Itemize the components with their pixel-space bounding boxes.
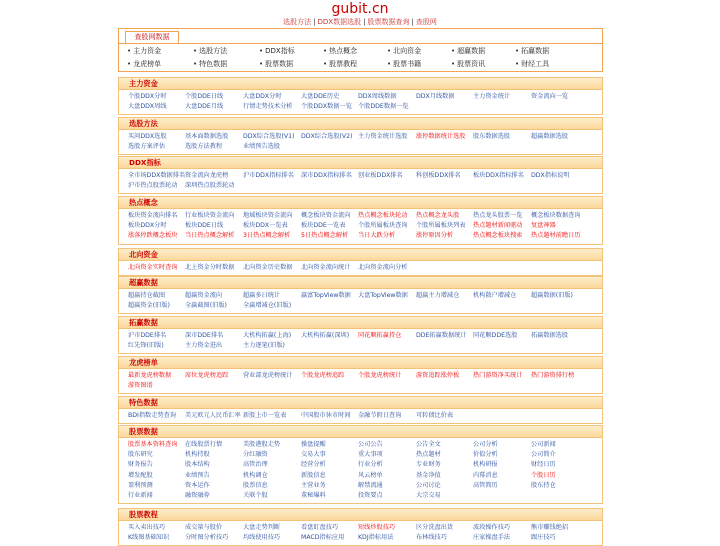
top-nav-item[interactable] xyxy=(515,58,549,71)
bullet-icon: • xyxy=(127,60,132,68)
section-link[interactable]: 高管治理 xyxy=(243,461,268,469)
section-link[interactable]: 板块DDX一览表 xyxy=(243,222,288,230)
section-link[interactable]: 同花顺DDE选股 xyxy=(473,332,518,339)
bullet-icon: • xyxy=(127,47,132,55)
section-link[interactable]: 超赢多日统计 xyxy=(243,292,281,299)
top-nav-item[interactable] xyxy=(127,45,161,58)
top-nav-item[interactable] xyxy=(259,58,293,71)
section-link[interactable]: 资金流向一览 xyxy=(531,93,569,100)
section-link[interactable]: 个股日历 xyxy=(531,471,556,479)
top-nav-row xyxy=(127,58,597,71)
section-title: 热点概念 xyxy=(118,196,603,209)
section-link[interactable]: 机构散户增减仓 xyxy=(473,292,517,299)
bullet-icon: • xyxy=(387,47,392,55)
section-link[interactable]: 个股DDX分时 xyxy=(128,93,167,100)
section-link[interactable]: 中国股市休市时间 xyxy=(301,412,351,419)
section-link[interactable]: 热点龙头股票一览 xyxy=(473,212,523,219)
section-link[interactable]: 在线股票行情 xyxy=(185,441,223,448)
section-link[interactable]: 融资融券 xyxy=(185,492,210,499)
section-link[interactable]: DDX指标说明 xyxy=(531,172,570,179)
header-links: 选股方法 | DDX数据选股 | 股票数据查询 | 查股网 xyxy=(283,18,437,26)
top-nav-item[interactable] xyxy=(323,58,357,71)
section-link[interactable]: 个股所属板块列表 xyxy=(416,222,466,230)
section-link[interactable]: 个股所属板块查询 xyxy=(358,222,408,230)
section-link[interactable]: 大盘DDX分时 xyxy=(243,93,282,100)
section-link[interactable]: 公告全文 xyxy=(416,441,441,448)
section-link[interactable]: 游资追踪涨停板 xyxy=(416,372,460,379)
section-link[interactable]: 机构调仓 xyxy=(243,471,268,479)
bullet-icon: • xyxy=(193,47,198,55)
bullet-icon: • xyxy=(387,60,392,68)
section-link[interactable]: 大宗交易 xyxy=(416,492,441,499)
section-link[interactable]: 复盘神器 xyxy=(531,222,556,230)
section-link[interactable]: 沪市DDX指标排名 xyxy=(243,172,294,179)
top-nav-label: 龙虎榜单 xyxy=(133,60,162,68)
section-link[interactable]: 重大事项 xyxy=(358,451,383,459)
section-link[interactable]: 资本运作 xyxy=(185,481,210,489)
section-link[interactable]: 板块资金流向排名 xyxy=(128,212,178,219)
top-nav-item[interactable] xyxy=(193,58,227,71)
section-link[interactable]: 北向资金历史数据 xyxy=(243,264,293,271)
section-body xyxy=(118,369,603,394)
section-link[interactable]: 布林线技巧 xyxy=(416,534,447,542)
section-link[interactable]: 拓赢数据选股 xyxy=(531,332,569,339)
section-link[interactable]: 超赢资金(旧版) xyxy=(128,302,170,310)
section-link[interactable]: 板块DDE一览表 xyxy=(301,222,346,230)
section-link[interactable]: 财务报告 xyxy=(128,461,153,469)
section-link[interactable]: 基本面数据选股 xyxy=(185,133,229,140)
section-10 xyxy=(118,425,603,504)
section-link[interactable]: 北向资金实时查询 xyxy=(128,264,178,271)
top-nav-item[interactable] xyxy=(515,45,549,58)
section-link[interactable]: 席位龙虎榜追踪 xyxy=(185,372,229,379)
section-link[interactable]: 主力资金统计选股 xyxy=(358,133,408,140)
section-link[interactable]: 最新龙虎榜数据 xyxy=(128,372,172,379)
bullet-icon: • xyxy=(451,60,456,68)
section-link[interactable]: 深市DDE排名 xyxy=(185,332,224,339)
header-link-method[interactable]: 选股方法 xyxy=(283,18,312,26)
top-nav-label: 拓赢数据 xyxy=(521,47,550,55)
top-nav-item[interactable] xyxy=(127,58,161,71)
section-title: 北向资金 xyxy=(118,248,603,261)
section-link[interactable]: 深市DDX指标排名 xyxy=(301,172,352,179)
bullet-icon: • xyxy=(259,47,264,55)
section-link[interactable]: 地域板块资金流向 xyxy=(243,212,293,219)
section-link[interactable]: 公司简介 xyxy=(531,451,556,459)
header-link-ddx[interactable]: DDX数据选股 xyxy=(317,18,362,26)
section-link[interactable]: 股票信息 xyxy=(243,481,268,489)
section-link[interactable]: 热门游资净买统计 xyxy=(473,372,523,379)
section-link[interactable]: 基金净值 xyxy=(416,471,441,479)
section-link[interactable]: 大机构拓赢(上海) xyxy=(243,332,292,339)
section-link[interactable]: 大盘走势判断 xyxy=(243,524,281,531)
section-title: 超赢数据 xyxy=(118,276,603,289)
section-2 xyxy=(118,117,603,155)
section-link[interactable]: 行业板块资金流向 xyxy=(185,212,235,219)
section-link[interactable]: 金融节假日查询 xyxy=(358,412,402,419)
section-link[interactable]: 买入卖出技巧 xyxy=(128,524,166,531)
section-link[interactable]: 新股上市一览表 xyxy=(243,412,287,419)
section-title: DDX指标 xyxy=(118,156,603,169)
section-link[interactable]: 股票基本资料查询 xyxy=(128,441,178,448)
bullet-icon: • xyxy=(515,47,520,55)
section-link[interactable]: MACD指标应用 xyxy=(301,534,345,542)
top-nav-label: 股票教程 xyxy=(329,60,358,68)
top-nav-label: 财经工具 xyxy=(521,60,550,68)
section-link[interactable]: 机构研报 xyxy=(473,461,498,469)
section-link[interactable]: 营业部龙虎榜统计 xyxy=(243,372,293,379)
section-title: 拓赢数据 xyxy=(118,316,603,329)
section-link[interactable]: 热点题材 xyxy=(416,451,441,459)
top-nav-box xyxy=(118,28,603,72)
section-link[interactable]: 买问DDX选股 xyxy=(128,133,167,140)
section-link[interactable]: 热点概念板块轮动 xyxy=(358,212,408,219)
section-link[interactable]: 资金流向龙虎榜 xyxy=(185,172,229,179)
section-body xyxy=(118,521,603,546)
top-nav-label: 股票数据 xyxy=(265,60,294,68)
section-link[interactable]: 专业财务 xyxy=(416,461,441,469)
section-link[interactable]: 热点概念板块搜索 xyxy=(473,232,523,240)
section-link[interactable]: 热点题材前瞻日历 xyxy=(531,232,581,240)
section-7 xyxy=(118,316,603,354)
section-link[interactable]: 全赢截图(旧版) xyxy=(185,302,227,310)
section-link[interactable]: 风云榜单 xyxy=(358,471,383,479)
section-link[interactable]: 3日热点概念解析 xyxy=(243,232,291,240)
section-title: 特色数据 xyxy=(118,396,603,409)
section-link[interactable]: 红先锋(旧版) xyxy=(128,342,164,350)
top-nav-item[interactable] xyxy=(193,45,227,58)
section-link[interactable]: 业绩预告 xyxy=(185,471,210,479)
section-link[interactable]: 股本结构 xyxy=(185,461,210,469)
section-link[interactable]: 庄家操盘手法 xyxy=(473,534,511,542)
section-link[interactable]: 北向资金流向分析 xyxy=(358,264,408,271)
section-link[interactable]: 科创板DDX排名 xyxy=(416,172,461,179)
section-link[interactable]: 选股方案评估 xyxy=(128,143,166,151)
bullet-icon: • xyxy=(259,60,264,68)
top-nav-item[interactable] xyxy=(323,45,357,58)
section-link[interactable]: 成交量与股价 xyxy=(185,524,223,531)
section-4 xyxy=(118,196,603,245)
section-link[interactable]: 波段操作技巧 xyxy=(473,524,511,531)
top-nav-label: 热点概念 xyxy=(329,47,358,55)
top-nav-label: DDX指标 xyxy=(265,47,295,55)
section-link[interactable]: 熊市赚钱绝招 xyxy=(531,524,569,531)
section-link[interactable]: 主力逐笔(旧版) xyxy=(243,342,285,350)
section-link[interactable]: 全赢增减仓(旧版) xyxy=(243,302,292,310)
section-link[interactable]: 主营业务 xyxy=(301,481,326,489)
section-link[interactable]: 操盘提醒 xyxy=(301,441,326,448)
section-link[interactable]: 涨落停跌概念板块 xyxy=(128,232,178,240)
top-nav-row xyxy=(127,45,597,58)
section-body xyxy=(118,329,603,354)
section-title: 股票教程 xyxy=(118,508,603,521)
top-nav-tab[interactable]: 查股网数据 xyxy=(125,31,179,43)
section-9 xyxy=(118,396,603,424)
bullet-icon: • xyxy=(451,47,456,55)
section-link[interactable]: 深圳热点股票轮动 xyxy=(185,182,235,190)
section-link[interactable]: 交易大事 xyxy=(301,451,326,459)
site-header xyxy=(0,0,720,28)
bullet-icon: • xyxy=(193,60,198,68)
section-body xyxy=(118,90,603,115)
section-link[interactable]: 经营分析 xyxy=(301,461,326,469)
section-11 xyxy=(118,508,603,546)
section-link[interactable]: 北向资金流向统计 xyxy=(301,264,351,271)
section-body xyxy=(118,209,603,245)
top-nav-item[interactable] xyxy=(387,45,421,58)
section-title: 股票数据 xyxy=(118,425,603,438)
section-link[interactable]: 股东持仓 xyxy=(531,481,556,489)
section-link[interactable]: 当日热点概念解析 xyxy=(185,232,235,240)
section-link[interactable]: 创业板DDX排名 xyxy=(358,172,403,179)
section-link[interactable]: 大机构拓赢(深圳) xyxy=(301,332,350,339)
section-link[interactable]: DDX周线数据 xyxy=(358,93,397,100)
section-link[interactable]: 行情走势技术分析 xyxy=(243,103,293,111)
section-link[interactable]: 超赢数据(旧版) xyxy=(531,292,573,299)
section-link[interactable]: 涨停原因分析 xyxy=(416,232,454,240)
top-nav-label: 主力资金 xyxy=(133,47,162,55)
section-link[interactable]: 主力资金进出 xyxy=(185,342,223,350)
section-link[interactable]: 游资图谱 xyxy=(128,382,153,390)
section-link[interactable]: 超赢主力增减仓 xyxy=(416,292,460,299)
section-link[interactable]: 业绩预告选股 xyxy=(243,143,281,151)
section-link[interactable]: 个股DDX数据一览 xyxy=(301,103,352,111)
section-link[interactable]: 行业新闻 xyxy=(128,492,153,499)
section-link[interactable]: 大盘DDE月线 xyxy=(185,103,224,111)
site-logo[interactable]: gubit.cn xyxy=(331,1,389,17)
top-nav-item[interactable] xyxy=(451,58,485,71)
section-link[interactable]: DDX综合选股(V2) xyxy=(301,133,353,140)
section-link[interactable]: 美股港股走势 xyxy=(243,441,281,448)
section-link[interactable]: 大盘DDX周线 xyxy=(128,103,167,111)
section-link[interactable]: 大盘TopView数据 xyxy=(358,292,408,299)
section-6 xyxy=(118,276,603,314)
section-body xyxy=(118,409,603,424)
section-link[interactable]: K线图基础知识 xyxy=(128,534,170,542)
section-link[interactable]: 北上资金分时数据 xyxy=(185,264,235,271)
section-link[interactable]: 主力资金统计 xyxy=(473,93,511,100)
section-link[interactable]: 沪市DDE排名 xyxy=(128,332,167,339)
section-link[interactable]: 新股信息 xyxy=(301,471,326,479)
section-link[interactable]: 板块DDE日线 xyxy=(185,222,224,230)
top-nav-item[interactable] xyxy=(259,45,295,58)
section-link[interactable]: 板块DDX指标排名 xyxy=(473,172,524,179)
section-link[interactable]: 分红融资 xyxy=(243,451,268,459)
section-link[interactable]: 董秘爆料 xyxy=(301,492,326,499)
section-link[interactable]: 高管简历 xyxy=(473,481,498,489)
divider xyxy=(119,43,602,44)
section-body xyxy=(118,438,603,504)
section-link[interactable]: 美元欧元人民币汇率 xyxy=(185,412,241,419)
top-nav-label: 北向资金 xyxy=(393,47,422,55)
section-5 xyxy=(118,248,603,276)
section-title: 龙虎榜单 xyxy=(118,356,603,369)
section-link[interactable]: 热门游资排行榜 xyxy=(531,372,575,379)
section-link[interactable]: 均线使用技巧 xyxy=(243,534,281,542)
section-link[interactable]: 行业分析 xyxy=(358,461,383,469)
section-link[interactable]: KDJ指标用法 xyxy=(358,534,394,542)
section-body xyxy=(118,169,603,194)
section-link[interactable]: 热点题材新闻驱动 xyxy=(473,222,523,230)
section-link[interactable]: 沪市热点股票轮动 xyxy=(128,182,178,190)
section-link[interactable]: 公司新闻 xyxy=(531,441,556,448)
section-link[interactable]: 可转债比价表 xyxy=(416,412,454,419)
section-link[interactable]: BDI指数走势查询 xyxy=(128,412,176,419)
section-link[interactable]: 短线炒股技巧 xyxy=(358,524,396,531)
section-link[interactable]: 分时图分析技巧 xyxy=(185,534,229,542)
section-link[interactable]: 赢富TopView数据 xyxy=(301,292,351,299)
section-link[interactable]: 区分洗盘出货 xyxy=(416,524,454,531)
top-nav-label: 股票书籍 xyxy=(393,60,422,68)
section-link[interactable]: 机构持股 xyxy=(185,451,210,459)
section-link[interactable]: 概念板块资金流向 xyxy=(301,212,351,219)
section-link[interactable]: 价值分析 xyxy=(473,451,498,459)
header-link-query[interactable]: 股票数据查询 xyxy=(367,18,410,26)
section-link[interactable]: 看盘盯盘技巧 xyxy=(301,524,339,531)
section-link[interactable]: 同花顺拓赢持仓 xyxy=(358,332,402,339)
section-link[interactable]: 大盘DDE历史 xyxy=(301,93,340,100)
bullet-icon: • xyxy=(323,60,328,68)
section-link[interactable]: 超赢资金流向 xyxy=(185,292,223,299)
section-link[interactable]: 关联个股 xyxy=(243,492,268,499)
section-link[interactable]: 全市场DDX数据排名 xyxy=(128,172,186,179)
section-1 xyxy=(118,77,603,115)
section-link[interactable]: 板块DDX分时 xyxy=(128,222,167,230)
top-nav xyxy=(127,45,597,71)
section-title: 选股方法 xyxy=(118,117,603,130)
top-nav-item[interactable] xyxy=(387,58,421,71)
section-link[interactable]: 个股DDE日线 xyxy=(185,93,224,100)
section-link[interactable]: 股东研究 xyxy=(128,451,153,459)
section-link[interactable]: 热点概念龙头股 xyxy=(416,212,460,219)
section-link[interactable]: 公司讨论 xyxy=(416,481,441,489)
section-link[interactable]: 投资要点 xyxy=(358,492,383,499)
section-link[interactable]: 财经日历 xyxy=(531,461,556,469)
section-link[interactable]: 公司分析 xyxy=(473,441,498,448)
section-link[interactable]: 盈利预测 xyxy=(128,481,153,489)
section-8 xyxy=(118,356,603,394)
section-link[interactable]: 个股龙虎榜统计 xyxy=(358,372,402,379)
section-link[interactable]: 内幕消息 xyxy=(473,471,498,479)
section-link[interactable]: 跟庄技巧 xyxy=(531,534,556,542)
section-title: 主力资金 xyxy=(118,77,603,90)
section-link[interactable]: 超赢数据选股 xyxy=(531,133,569,140)
top-nav-label: 股票资讯 xyxy=(457,60,486,68)
section-link[interactable]: DDX月线数据 xyxy=(416,93,455,100)
section-link[interactable]: 个股DDE数据一览 xyxy=(358,103,409,111)
section-link[interactable]: 5日热点概念解析 xyxy=(301,232,349,240)
section-link[interactable]: 选股方法教程 xyxy=(185,143,223,151)
top-nav-item[interactable] xyxy=(451,45,485,58)
section-link[interactable]: 个股龙虎榜追踪 xyxy=(301,372,345,379)
section-body xyxy=(118,261,603,276)
section-link[interactable]: 概念板块数据查询 xyxy=(531,212,581,219)
section-link[interactable]: DDE拓赢数据统计 xyxy=(416,332,467,339)
top-nav-label: 选股方法 xyxy=(199,47,228,55)
header-link-chagu[interactable]: 查股网 xyxy=(415,18,437,26)
section-link[interactable]: 当日大跌分析 xyxy=(358,232,396,240)
section-3 xyxy=(118,156,603,194)
top-nav-label: 超赢数据 xyxy=(457,47,486,55)
section-link[interactable]: 超赢持仓截图 xyxy=(128,292,166,299)
section-link[interactable]: 公司公告 xyxy=(358,441,383,448)
bullet-icon: • xyxy=(323,47,328,55)
section-link[interactable]: 增发配股 xyxy=(128,471,153,479)
section-link[interactable]: DDX综合选股(V1) xyxy=(243,133,295,140)
top-nav-label: 特色数据 xyxy=(199,60,228,68)
section-link[interactable]: 涨停数据统计选股 xyxy=(416,133,466,140)
section-body xyxy=(118,289,603,314)
section-link[interactable]: 解禁流通 xyxy=(358,481,383,489)
section-body xyxy=(118,130,603,155)
bullet-icon: • xyxy=(515,60,520,68)
section-link[interactable]: 股东数据选股 xyxy=(473,133,511,140)
